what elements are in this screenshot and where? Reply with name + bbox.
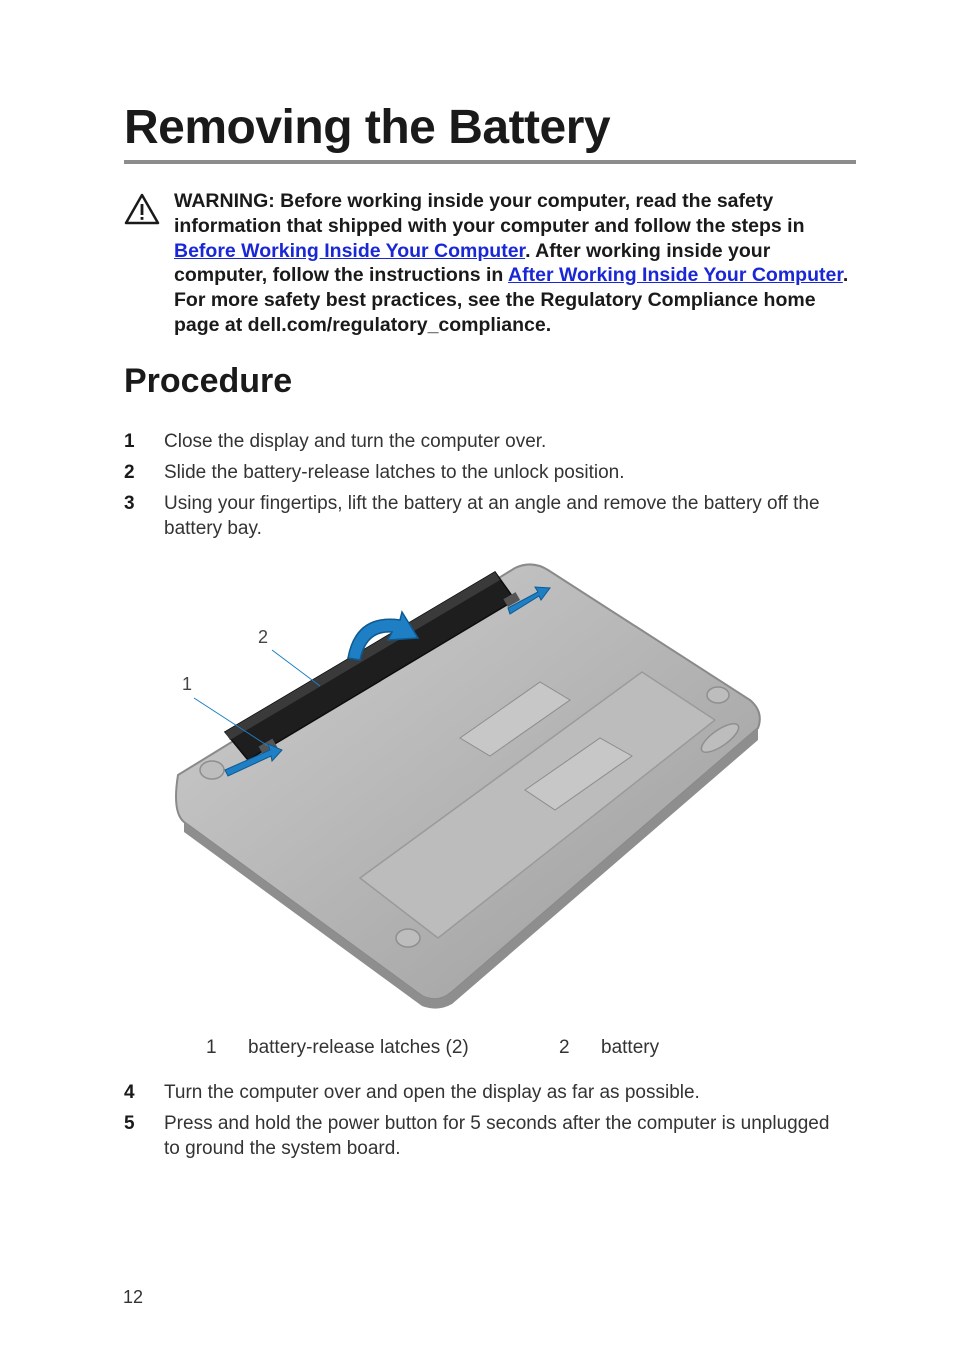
before-working-link[interactable]: Before Working Inside Your Computer bbox=[174, 239, 526, 262]
step-item bbox=[124, 460, 844, 485]
step-number: 5 bbox=[124, 1113, 135, 1134]
step-text: Using your fingertips, lift the battery at an angle and remove the battery off the battery bay. bbox=[164, 493, 820, 539]
warning-middle: . After working inside your computer, follow the instructions in bbox=[174, 239, 771, 287]
step-text: Press and hold the power button for 5 seconds after the computer is unplugged to ground the system board. bbox=[164, 1113, 830, 1159]
step-text: Turn the computer over and open the display as far as possible. bbox=[164, 1082, 700, 1103]
step-number: 3 bbox=[124, 493, 135, 514]
step-text: Close the display and turn the computer over. bbox=[164, 431, 547, 452]
warning-suffix: . For more safety best practices, see the Regulatory Compliance home page at dell.com/regulatory_compliance. bbox=[174, 264, 849, 336]
step-number: 1 bbox=[124, 431, 135, 452]
warning-text bbox=[174, 189, 854, 338]
step-number: 4 bbox=[124, 1082, 135, 1103]
legend-num-1: 1 bbox=[206, 1037, 217, 1058]
step-text: Slide the battery-release latches to the unlock position. bbox=[164, 462, 625, 483]
page-title: Removing the Battery bbox=[124, 101, 611, 154]
after-working-link[interactable]: After Working Inside Your Computer bbox=[508, 264, 843, 287]
step-item bbox=[124, 1080, 844, 1105]
legend-num-2: 2 bbox=[559, 1037, 570, 1058]
step-item bbox=[124, 429, 844, 454]
warning-triangle-icon bbox=[124, 193, 160, 225]
callout-2-leader bbox=[272, 650, 320, 686]
legend-label-1: battery-release latches (2) bbox=[248, 1037, 469, 1058]
callout-1: 1 bbox=[182, 674, 193, 694]
legend-label-2: battery bbox=[601, 1037, 660, 1058]
step-item bbox=[124, 491, 844, 541]
callout-2: 2 bbox=[258, 627, 269, 647]
warning-prefix: WARNING: Before working inside your computer, read the safety information that shipped with your computer and follow the steps in bbox=[174, 190, 805, 237]
steps-after-figure bbox=[124, 1080, 844, 1161]
page-number: 12 bbox=[123, 1287, 144, 1307]
title-rule bbox=[124, 160, 856, 164]
steps-before-figure bbox=[124, 429, 844, 541]
step-number: 2 bbox=[124, 462, 135, 483]
procedure-heading: Procedure bbox=[124, 362, 293, 400]
step-item bbox=[124, 1111, 844, 1161]
battery-removal-figure bbox=[170, 560, 770, 1010]
